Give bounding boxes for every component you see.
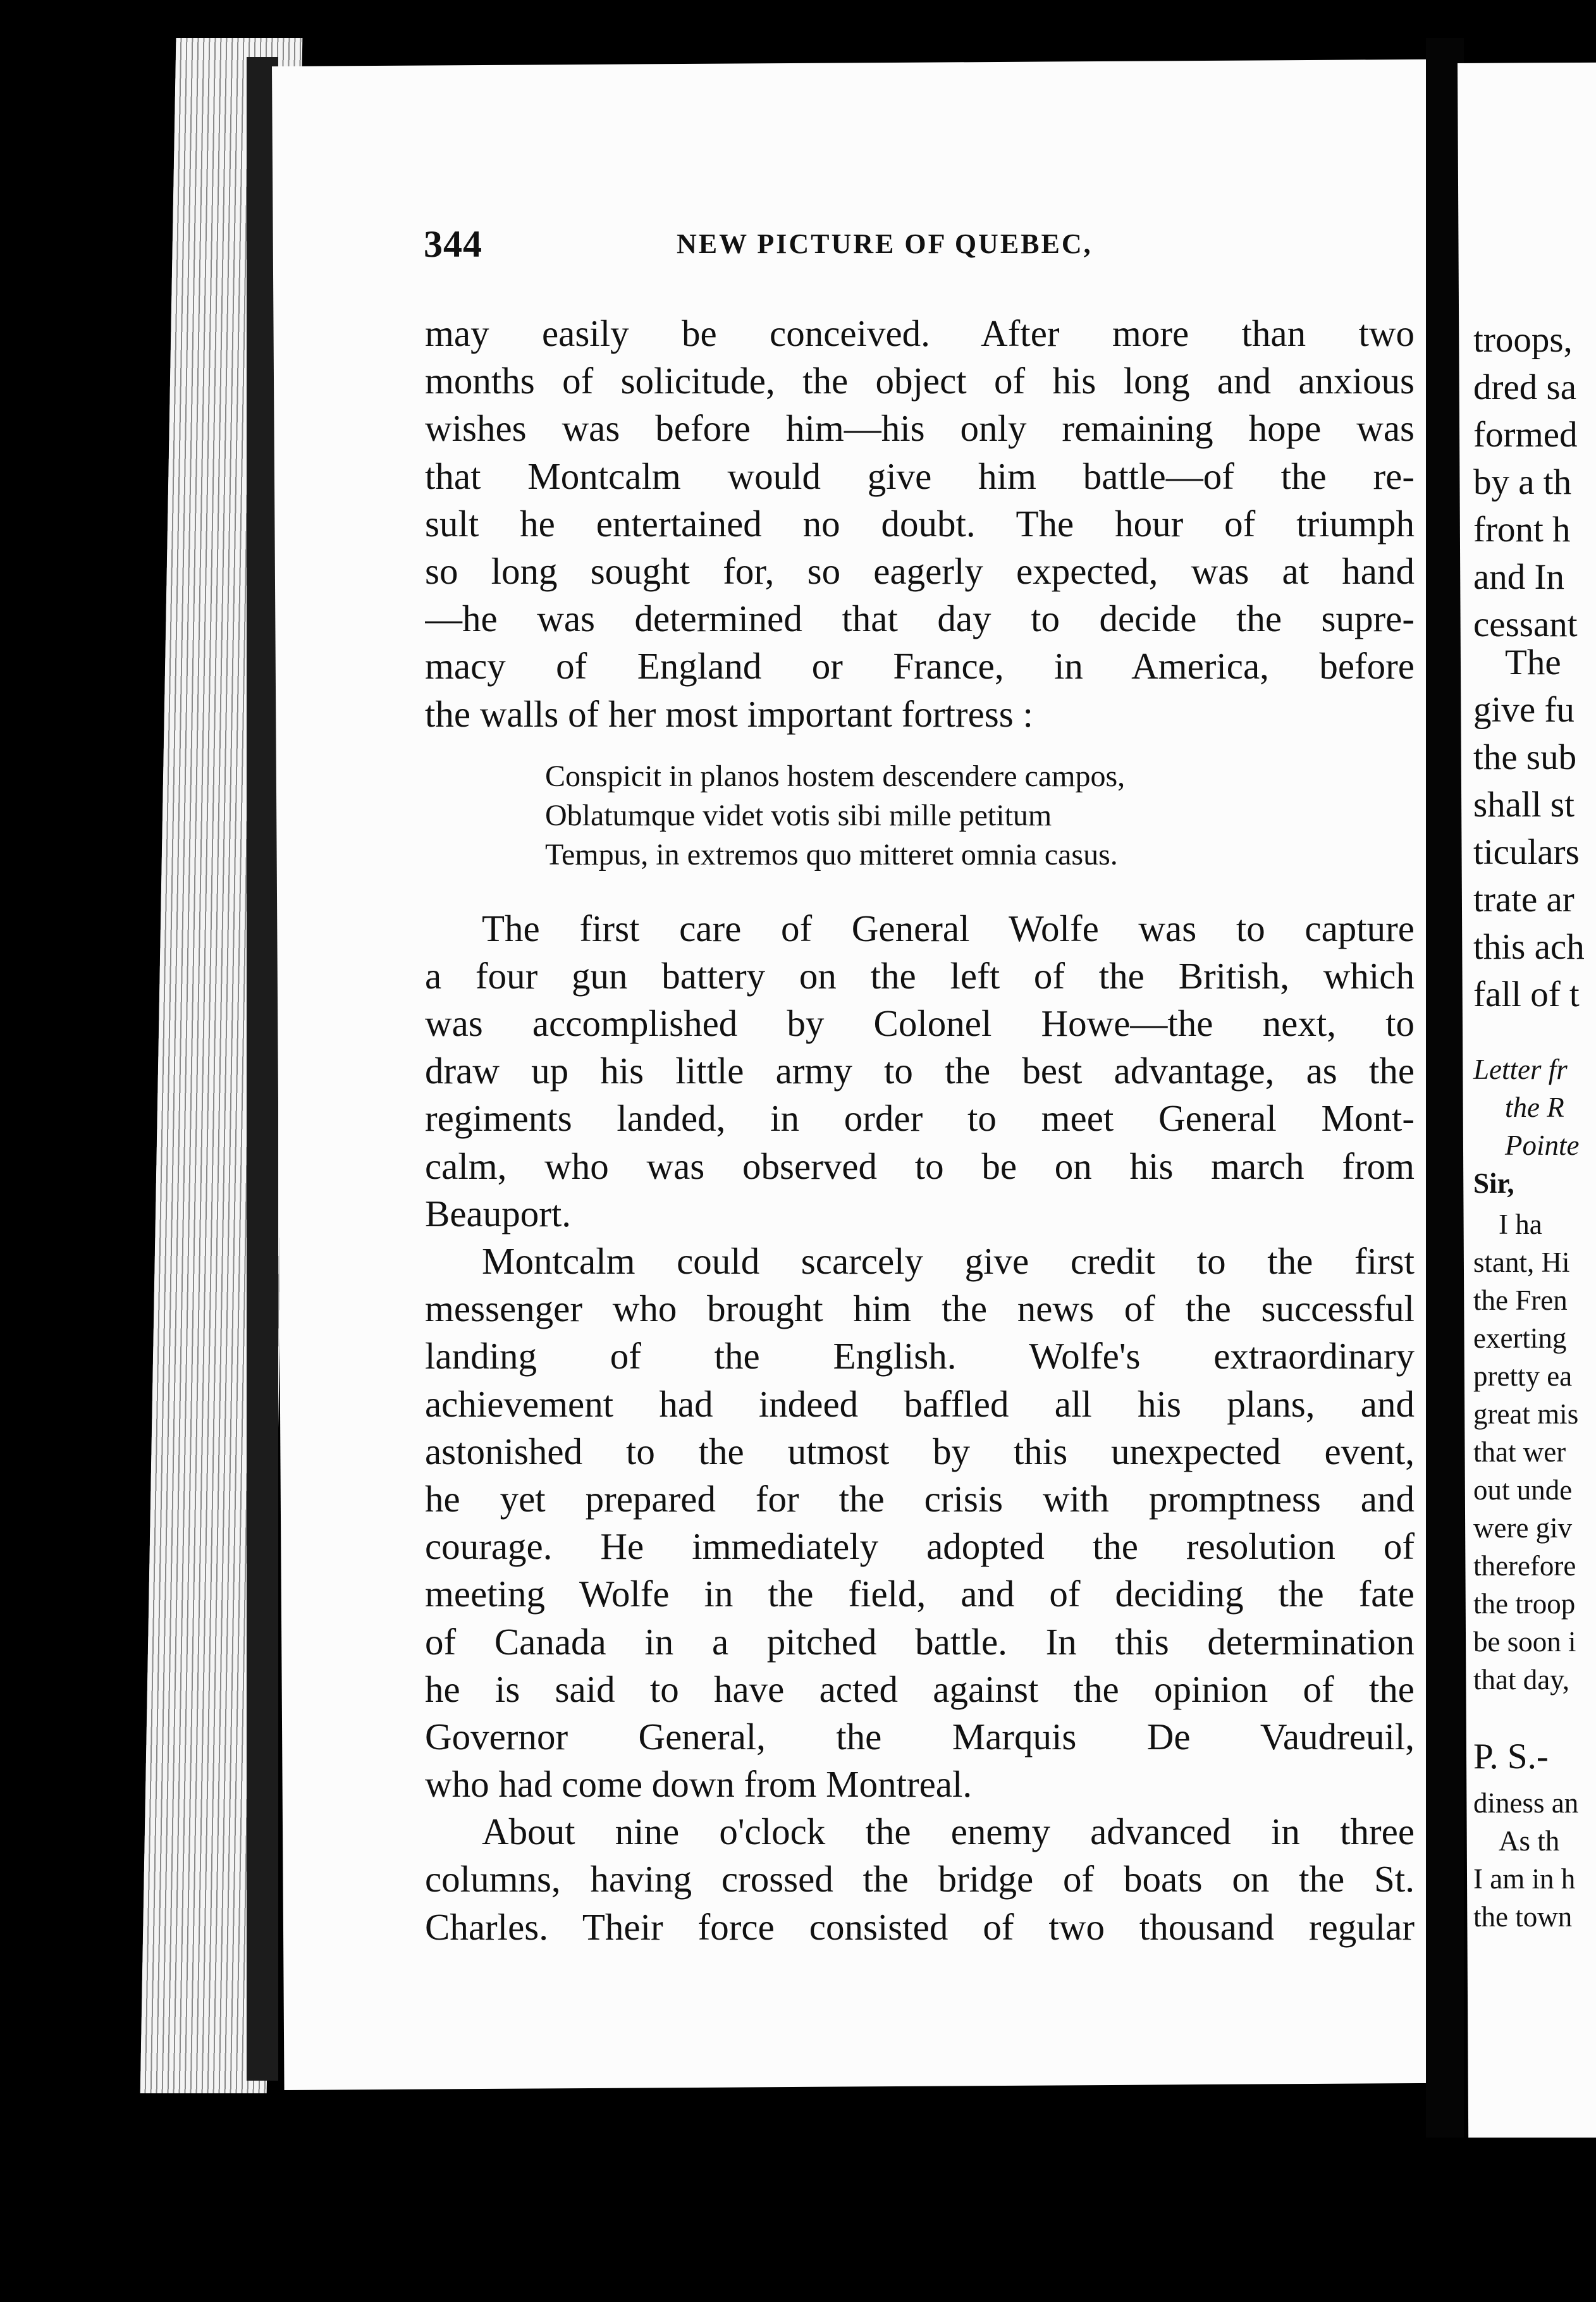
text-line: of Canada in a pitched battle. In this determination [425, 1620, 1415, 1663]
verse-line: Tempus, in extremos quo mitteret omnia casus. [545, 837, 1118, 871]
text-line: may easily be conceived. After more than two [425, 312, 1415, 354]
paragraph-2 [425, 905, 1415, 1238]
text-line: who had come down from Montreal. [425, 1763, 973, 1806]
right-page-line: trate ar [1473, 880, 1575, 920]
right-page-line: troops, [1473, 320, 1573, 360]
text-line: Governor General, the Marquis De Vaudreuil, [425, 1715, 1415, 1757]
text-line: Montcalm could scarcely give credit to the first [482, 1240, 1415, 1282]
right-page-line: exerting [1473, 1322, 1567, 1354]
text-line: astonished to the utmost by this unexpected event, [425, 1430, 1415, 1472]
right-page-line: dred sa [1473, 367, 1577, 407]
verse-line: Conspicit in planos hostem descendere campos, [545, 759, 1126, 793]
right-page-line: The [1505, 643, 1561, 682]
paragraph-3 [425, 1238, 1415, 1808]
text-line: calm, who was observed to be on his march from [425, 1145, 1415, 1187]
scan-background [0, 2138, 1596, 2302]
text-line: columns, having crossed the bridge of boats on the St. [425, 1858, 1415, 1900]
right-page-line: by a th [1473, 462, 1572, 502]
text-line: About nine o'clock the enemy advanced in three [482, 1811, 1415, 1853]
right-page-line: the R [1505, 1092, 1564, 1123]
text-line: achievement had indeed baffled all his plans, and [425, 1382, 1415, 1425]
text-line: courage. He immediately adopted the resolution of [425, 1525, 1415, 1568]
right-page-line: Pointe [1505, 1129, 1580, 1161]
right-page-line: give fu [1473, 690, 1575, 730]
text-line: —he was determined that day to decide the supre- [425, 598, 1415, 640]
running-title: NEW PICTURE OF QUEBEC, [677, 228, 1093, 259]
text-line: the walls of her most important fortress : [425, 692, 1033, 735]
right-page-line: therefore [1473, 1550, 1576, 1582]
right-page-line: were giv [1473, 1512, 1573, 1544]
text-line: meeting Wolfe in the field, and of deciding the fate [425, 1573, 1415, 1615]
text-line: he is said to have acted against the opinion of the [425, 1668, 1415, 1710]
right-page-line: Sir, [1473, 1167, 1514, 1199]
right-page-line: As th [1499, 1825, 1560, 1857]
text-line: sult he entertained no doubt. The hour of triumph [425, 502, 1415, 545]
text-line: wishes was before him—his only remaining hope was [425, 407, 1415, 450]
text-line: he yet prepared for the crisis with promptness and [425, 1477, 1415, 1520]
right-page-line: formed [1473, 415, 1578, 455]
right-page-line: shall st [1473, 785, 1575, 825]
text-line: macy of England or France, in America, before [425, 645, 1415, 687]
right-page-line: be soon i [1473, 1626, 1576, 1658]
right-page-line: front h [1473, 510, 1571, 550]
right-page-line: cessant [1473, 605, 1578, 644]
right-page-line: the sub [1473, 737, 1577, 777]
book-gutter [1426, 38, 1464, 2150]
text-line: that Montcalm would give him battle—of the re- [425, 455, 1415, 497]
verse-line: Oblatumque videt votis sibi mille petitum [545, 798, 1052, 832]
right-page-line: I am in h [1473, 1863, 1576, 1895]
text-line: The first care of General Wolfe was to capture [482, 907, 1415, 949]
right-page-line: and In [1473, 557, 1565, 597]
text-line: so long sought for, so eagerly expected, was at hand [425, 550, 1415, 592]
right-page-line: ticulars [1473, 832, 1580, 872]
text-line: landing of the English. Wolfe's extraordinary [425, 1335, 1415, 1377]
right-page-line: the troop [1473, 1588, 1576, 1620]
right-page-line: great mis [1473, 1398, 1579, 1430]
right-page-line: diness an [1473, 1787, 1579, 1819]
right-page-line: fall of t [1473, 975, 1580, 1014]
right-page-line: P. S.- [1473, 1737, 1549, 1776]
latin-verse-quote [425, 757, 1415, 875]
right-page-line: that wer [1473, 1436, 1566, 1468]
right-page-line: this ach [1473, 927, 1585, 967]
right-page-line: the town [1473, 1901, 1573, 1933]
right-page-line: the Fren [1473, 1284, 1568, 1316]
text-line: Charles. Their force consisted of two thousand regular [425, 1905, 1415, 1948]
text-line: was accomplished by Colonel Howe—the next, to [425, 1002, 1415, 1045]
text-line: draw up his little army to the best advantage, as the [425, 1050, 1415, 1092]
running-head [424, 223, 1435, 267]
text-line: Beauport. [425, 1192, 572, 1234]
text-line: a four gun battery on the left of the British, which [425, 954, 1415, 997]
right-page-line: stant, Hi [1473, 1246, 1570, 1278]
right-page-line: out unde [1473, 1474, 1573, 1506]
text-line: months of solicitude, the object of his long and anxious [425, 360, 1415, 402]
left-page-body [425, 310, 1415, 1951]
right-page-line: Letter fr [1473, 1054, 1568, 1085]
paragraph-4 [425, 1808, 1415, 1951]
text-line: regiments landed, in order to meet General Mont- [425, 1097, 1415, 1140]
right-page-line: I ha [1499, 1209, 1542, 1240]
paragraph-1 [425, 310, 1415, 738]
page-number: 344 [424, 223, 482, 265]
text-line: messenger who brought him the news of the successful [425, 1288, 1415, 1330]
right-page-line: that day, [1473, 1664, 1570, 1696]
right-page-line: pretty ea [1473, 1360, 1573, 1392]
